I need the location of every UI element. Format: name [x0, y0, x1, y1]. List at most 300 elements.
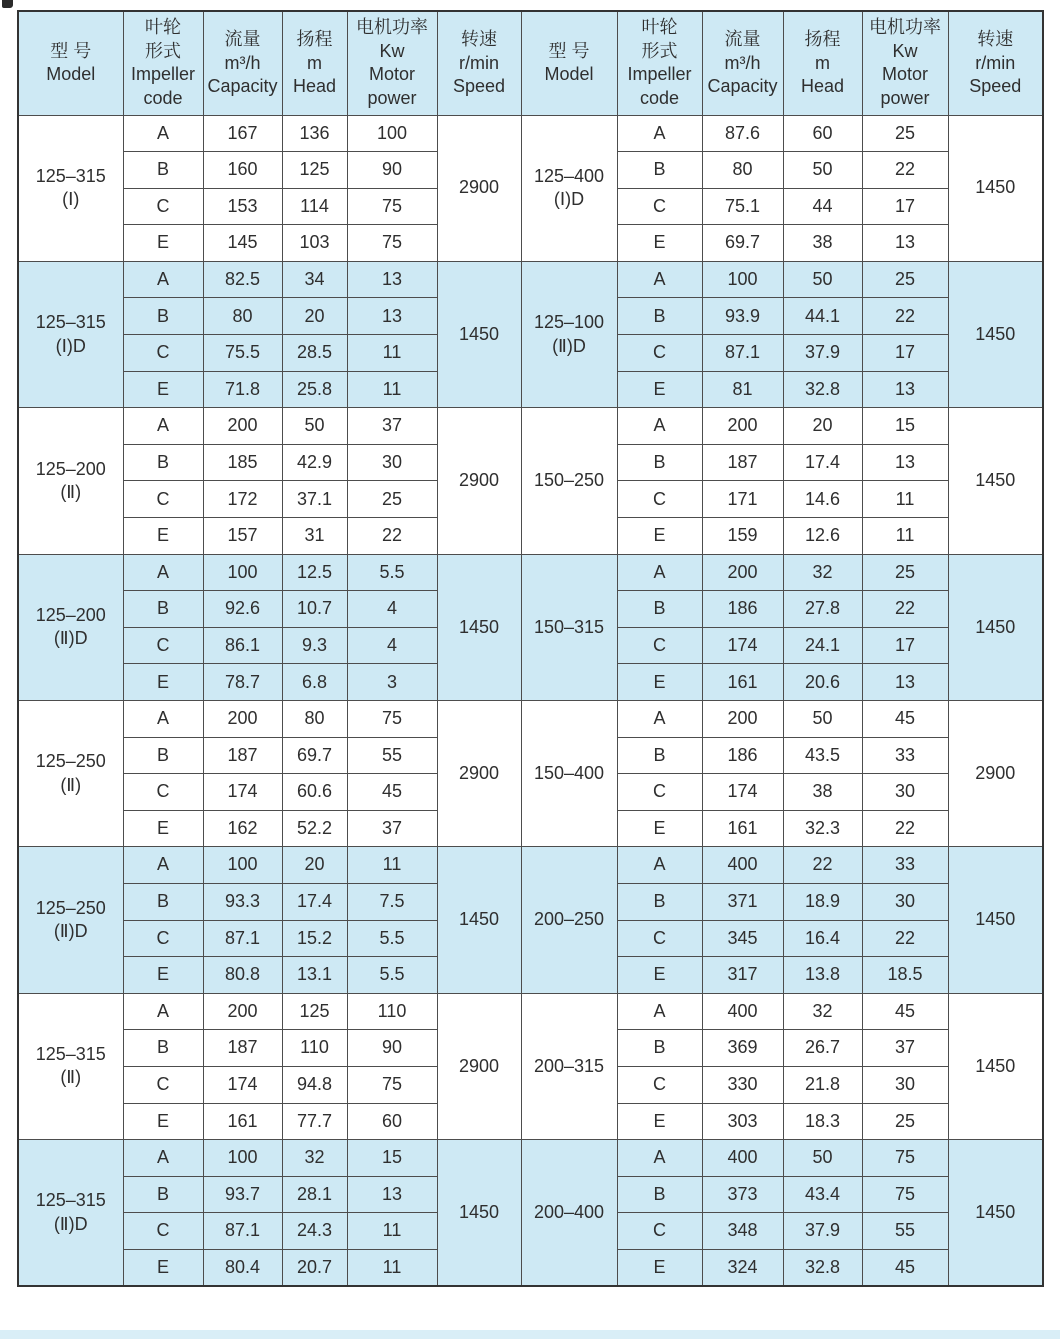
impeller-code-cell: E	[123, 810, 203, 847]
text-line: 125–400	[533, 165, 605, 186]
head-cell: 17.4	[783, 444, 862, 481]
impeller-code-cell: E	[617, 957, 702, 994]
head-cell: 50	[783, 1140, 862, 1177]
impeller-code-cell: B	[617, 1176, 702, 1213]
text-line: Motor	[368, 64, 415, 85]
text-line: 150–250	[533, 470, 605, 491]
capacity-cell: 80	[702, 152, 783, 189]
header-capacity-right	[702, 11, 783, 115]
impeller-code-cell: A	[123, 261, 203, 298]
power-cell: 11	[862, 518, 948, 555]
head-cell: 125	[282, 993, 347, 1030]
head-cell: 17.4	[282, 883, 347, 920]
head-cell: 32.8	[783, 371, 862, 408]
power-cell: 22	[862, 920, 948, 957]
power-cell: 22	[862, 591, 948, 628]
model-cell	[521, 408, 617, 554]
head-cell: 50	[282, 408, 347, 445]
capacity-cell: 371	[702, 883, 783, 920]
table-row	[18, 554, 1043, 591]
model-cell	[521, 554, 617, 700]
header-impeller-code-left	[123, 11, 203, 115]
capacity-cell: 80.8	[203, 957, 282, 994]
text-line: 200–250	[533, 909, 605, 930]
impeller-code-cell: B	[617, 444, 702, 481]
text-line: Capacity	[707, 75, 778, 96]
text-line: code	[639, 87, 680, 108]
head-cell: 16.4	[783, 920, 862, 957]
capacity-cell: 174	[203, 1066, 282, 1103]
impeller-code-cell: E	[123, 225, 203, 262]
head-cell: 20	[282, 847, 347, 884]
impeller-code-cell: B	[617, 298, 702, 335]
impeller-code-cell: C	[123, 920, 203, 957]
model-cell	[521, 261, 617, 407]
head-cell: 18.9	[783, 883, 862, 920]
power-cell: 37	[347, 408, 437, 445]
header-head-right	[783, 11, 862, 115]
speed-cell: 1450	[948, 261, 1043, 407]
table-row	[18, 261, 1043, 298]
text-line: 125–315	[35, 1190, 106, 1211]
capacity-cell: 87.1	[702, 335, 783, 372]
capacity-cell: 400	[702, 1140, 783, 1177]
capacity-cell: 69.7	[702, 225, 783, 262]
head-cell: 34	[282, 261, 347, 298]
impeller-code-cell: B	[123, 1030, 203, 1067]
header-speed-right	[948, 11, 1043, 115]
head-cell: 80	[282, 701, 347, 738]
model-cell	[521, 1140, 617, 1286]
capacity-cell: 171	[702, 481, 783, 518]
text-line: Model	[46, 64, 96, 85]
capacity-cell: 153	[203, 188, 282, 225]
impeller-code-cell: A	[617, 261, 702, 298]
text-line: (Ⅱ)D	[552, 335, 586, 356]
power-cell: 60	[347, 1103, 437, 1140]
text-line: 125–315	[35, 1044, 106, 1065]
impeller-code-cell: A	[123, 993, 203, 1030]
model-cell	[18, 408, 123, 554]
power-cell: 100	[347, 115, 437, 152]
speed-cell: 1450	[437, 554, 521, 700]
power-cell: 13	[862, 444, 948, 481]
head-cell: 14.6	[783, 481, 862, 518]
power-cell: 75	[347, 701, 437, 738]
text-line: Head	[800, 75, 845, 96]
power-cell: 45	[347, 774, 437, 811]
impeller-code-cell: C	[123, 481, 203, 518]
capacity-cell: 348	[702, 1213, 783, 1250]
impeller-code-cell: B	[123, 883, 203, 920]
capacity-cell: 200	[203, 408, 282, 445]
power-cell: 13	[347, 1176, 437, 1213]
text-line: 扬程	[804, 29, 841, 50]
text-line: (Ⅱ)D	[53, 628, 88, 649]
power-cell: 17	[862, 335, 948, 372]
table-row	[18, 115, 1043, 152]
model-cell	[521, 993, 617, 1139]
capacity-cell: 200	[203, 993, 282, 1030]
head-cell: 12.5	[282, 554, 347, 591]
header-impeller-code-right	[617, 11, 702, 115]
text-line: r/min	[975, 52, 1016, 73]
head-cell: 13.1	[282, 957, 347, 994]
capacity-cell: 71.8	[203, 371, 282, 408]
speed-cell: 2900	[437, 115, 521, 261]
table-row	[18, 701, 1043, 738]
capacity-cell: 100	[203, 847, 282, 884]
bottom-strip	[0, 1330, 1060, 1339]
head-cell: 32.8	[783, 1249, 862, 1286]
capacity-cell: 200	[203, 701, 282, 738]
power-cell: 11	[347, 847, 437, 884]
head-cell: 38	[783, 774, 862, 811]
impeller-code-cell: B	[617, 591, 702, 628]
head-cell: 27.8	[783, 591, 862, 628]
text-line: Model	[544, 64, 594, 85]
capacity-cell: 145	[203, 225, 282, 262]
power-cell: 110	[347, 993, 437, 1030]
head-cell: 43.5	[783, 737, 862, 774]
speed-cell: 2900	[437, 408, 521, 554]
impeller-code-cell: A	[123, 554, 203, 591]
power-cell: 5.5	[347, 554, 437, 591]
capacity-cell: 100	[203, 1140, 282, 1177]
power-cell: 5.5	[347, 920, 437, 957]
power-cell: 37	[347, 810, 437, 847]
capacity-cell: 200	[702, 701, 783, 738]
speed-cell: 1450	[437, 1140, 521, 1286]
capacity-cell: 174	[702, 627, 783, 664]
impeller-code-cell: A	[617, 847, 702, 884]
capacity-cell: 174	[702, 774, 783, 811]
power-cell: 22	[862, 152, 948, 189]
power-cell: 22	[862, 298, 948, 335]
text-line: Motor	[881, 64, 928, 85]
power-cell: 11	[347, 371, 437, 408]
power-cell: 11	[862, 481, 948, 518]
power-cell: 55	[347, 737, 437, 774]
power-cell: 75	[347, 225, 437, 262]
model-cell	[18, 115, 123, 261]
speed-cell: 1450	[437, 847, 521, 993]
power-cell: 30	[862, 883, 948, 920]
power-cell: 5.5	[347, 957, 437, 994]
head-cell: 125	[282, 152, 347, 189]
table-row	[18, 993, 1043, 1030]
header-speed-left	[437, 11, 521, 115]
capacity-cell: 100	[203, 554, 282, 591]
impeller-code-cell: C	[617, 1066, 702, 1103]
capacity-cell: 159	[702, 518, 783, 555]
text-line: (Ⅰ)D	[553, 189, 585, 210]
capacity-cell: 86.1	[203, 627, 282, 664]
impeller-code-cell: C	[617, 1213, 702, 1250]
impeller-code-cell: B	[617, 1030, 702, 1067]
impeller-code-cell: C	[617, 627, 702, 664]
text-line: (Ⅰ)D	[55, 335, 86, 356]
capacity-cell: 78.7	[203, 664, 282, 701]
speed-cell: 1450	[948, 408, 1043, 554]
power-cell: 11	[347, 335, 437, 372]
power-cell: 22	[862, 810, 948, 847]
head-cell: 24.3	[282, 1213, 347, 1250]
power-cell: 4	[347, 591, 437, 628]
capacity-cell: 93.3	[203, 883, 282, 920]
power-cell: 25	[862, 554, 948, 591]
head-cell: 25.8	[282, 371, 347, 408]
impeller-code-cell: C	[617, 188, 702, 225]
capacity-cell: 75.5	[203, 335, 282, 372]
impeller-code-cell: C	[617, 481, 702, 518]
impeller-code-cell: B	[123, 444, 203, 481]
head-cell: 37.1	[282, 481, 347, 518]
capacity-cell: 161	[203, 1103, 282, 1140]
header-row	[18, 11, 1043, 115]
head-cell: 32	[282, 1140, 347, 1177]
impeller-code-cell: E	[123, 957, 203, 994]
capacity-cell: 369	[702, 1030, 783, 1067]
power-cell: 30	[347, 444, 437, 481]
head-cell: 43.4	[783, 1176, 862, 1213]
impeller-code-cell: C	[123, 1066, 203, 1103]
power-cell: 15	[347, 1140, 437, 1177]
head-cell: 77.7	[282, 1103, 347, 1140]
impeller-code-cell: A	[123, 115, 203, 152]
head-cell: 50	[783, 152, 862, 189]
impeller-code-cell: E	[617, 518, 702, 555]
capacity-cell: 80	[203, 298, 282, 335]
text-line: 流量	[224, 29, 261, 50]
capacity-cell: 162	[203, 810, 282, 847]
capacity-cell: 186	[702, 591, 783, 628]
power-cell: 90	[347, 152, 437, 189]
power-cell: 22	[347, 518, 437, 555]
text-line: 转速	[977, 29, 1014, 50]
capacity-cell: 75.1	[702, 188, 783, 225]
power-cell: 45	[862, 701, 948, 738]
head-cell: 20	[783, 408, 862, 445]
impeller-code-cell: A	[617, 1140, 702, 1177]
power-cell: 30	[862, 1066, 948, 1103]
head-cell: 21.8	[783, 1066, 862, 1103]
impeller-code-cell: C	[617, 335, 702, 372]
text-line: 叶轮	[641, 17, 678, 38]
model-cell	[18, 1140, 123, 1286]
speed-cell: 1450	[948, 554, 1043, 700]
head-cell: 22	[783, 847, 862, 884]
capacity-cell: 317	[702, 957, 783, 994]
impeller-code-cell: E	[617, 810, 702, 847]
power-cell: 25	[862, 115, 948, 152]
head-cell: 26.7	[783, 1030, 862, 1067]
text-line: 叶轮	[145, 17, 181, 38]
impeller-code-cell: C	[617, 920, 702, 957]
head-cell: 15.2	[282, 920, 347, 957]
power-cell: 25	[347, 481, 437, 518]
text-line: (Ⅱ)D	[53, 1213, 88, 1234]
impeller-code-cell: C	[123, 188, 203, 225]
impeller-code-cell: E	[123, 371, 203, 408]
text-line: 125–200	[35, 458, 106, 479]
power-cell: 11	[347, 1249, 437, 1286]
head-cell: 69.7	[282, 737, 347, 774]
impeller-code-cell: C	[617, 774, 702, 811]
text-line: (Ⅱ)	[60, 1067, 82, 1088]
speed-cell: 1450	[948, 1140, 1043, 1286]
text-line: Speed	[452, 75, 506, 96]
impeller-code-cell: A	[123, 1140, 203, 1177]
head-cell: 50	[783, 261, 862, 298]
capacity-cell: 174	[203, 774, 282, 811]
power-cell: 11	[347, 1213, 437, 1250]
power-cell: 13	[862, 664, 948, 701]
head-cell: 50	[783, 701, 862, 738]
impeller-code-cell: E	[617, 664, 702, 701]
head-cell: 94.8	[282, 1066, 347, 1103]
header-motor-power-right	[862, 11, 948, 115]
text-line: Kw	[379, 40, 405, 61]
text-line: 电机功率	[356, 17, 428, 38]
text-line: 型 号	[548, 40, 590, 61]
head-cell: 38	[783, 225, 862, 262]
text-line: 125–250	[35, 897, 106, 918]
text-line: 流量	[724, 29, 761, 50]
impeller-code-cell: C	[123, 627, 203, 664]
power-cell: 13	[347, 261, 437, 298]
head-cell: 18.3	[783, 1103, 862, 1140]
head-cell: 31	[282, 518, 347, 555]
impeller-code-cell: A	[123, 701, 203, 738]
power-cell: 75	[862, 1140, 948, 1177]
head-cell: 44	[783, 188, 862, 225]
head-cell: 37.9	[783, 1213, 862, 1250]
text-line: (Ⅱ)	[60, 774, 82, 795]
impeller-code-cell: E	[617, 225, 702, 262]
speed-cell: 2900	[437, 993, 521, 1139]
capacity-cell: 400	[702, 993, 783, 1030]
capacity-cell: 185	[203, 444, 282, 481]
capacity-cell: 200	[702, 408, 783, 445]
capacity-cell: 303	[702, 1103, 783, 1140]
impeller-code-cell: A	[617, 554, 702, 591]
capacity-cell: 161	[702, 810, 783, 847]
head-cell: 60	[783, 115, 862, 152]
power-cell: 3	[347, 664, 437, 701]
power-cell: 18.5	[862, 957, 948, 994]
capacity-cell: 93.9	[702, 298, 783, 335]
text-line: 电机功率	[869, 17, 941, 38]
capacity-cell: 157	[203, 518, 282, 555]
header-model-left	[18, 11, 123, 115]
impeller-code-cell: A	[617, 701, 702, 738]
head-cell: 44.1	[783, 298, 862, 335]
capacity-cell: 172	[203, 481, 282, 518]
speed-cell: 1450	[948, 993, 1043, 1139]
impeller-code-cell: A	[617, 408, 702, 445]
text-line: Impeller	[627, 64, 692, 85]
model-cell	[521, 701, 617, 847]
head-cell: 52.2	[282, 810, 347, 847]
text-line: (Ⅰ)	[62, 189, 80, 210]
head-cell: 13.8	[783, 957, 862, 994]
text-line: 150–400	[533, 762, 605, 783]
table-header	[18, 11, 1043, 115]
head-cell: 20.6	[783, 664, 862, 701]
impeller-code-cell: E	[617, 371, 702, 408]
impeller-code-cell: B	[123, 298, 203, 335]
text-line: 200–315	[533, 1055, 605, 1076]
text-line: power	[880, 87, 930, 108]
model-cell	[18, 261, 123, 407]
text-line: Head	[292, 75, 337, 96]
table-row	[18, 1140, 1043, 1177]
capacity-cell: 100	[702, 261, 783, 298]
speed-cell: 1450	[948, 847, 1043, 993]
text-line: Impeller	[130, 64, 196, 85]
head-cell: 6.8	[282, 664, 347, 701]
impeller-code-cell: E	[123, 1103, 203, 1140]
capacity-cell: 87.1	[203, 1213, 282, 1250]
head-cell: 110	[282, 1030, 347, 1067]
power-cell: 33	[862, 847, 948, 884]
text-line: 200–400	[533, 1201, 605, 1222]
capacity-cell: 161	[702, 664, 783, 701]
capacity-cell: 373	[702, 1176, 783, 1213]
text-line: m	[307, 52, 322, 73]
impeller-code-cell: B	[123, 591, 203, 628]
head-cell: 20	[282, 298, 347, 335]
pump-spec-table	[17, 10, 1044, 1287]
power-cell: 30	[862, 774, 948, 811]
impeller-code-cell: B	[617, 883, 702, 920]
power-cell: 55	[862, 1213, 948, 1250]
power-cell: 25	[862, 1103, 948, 1140]
capacity-cell: 167	[203, 115, 282, 152]
header-head-left	[282, 11, 347, 115]
capacity-cell: 400	[702, 847, 783, 884]
text-line: 型 号	[50, 40, 92, 61]
speed-cell: 2900	[437, 701, 521, 847]
impeller-code-cell: E	[617, 1103, 702, 1140]
impeller-code-cell: A	[123, 847, 203, 884]
power-cell: 75	[347, 1066, 437, 1103]
power-cell: 45	[862, 1249, 948, 1286]
text-line: 150–315	[533, 616, 605, 637]
speed-cell: 2900	[948, 701, 1043, 847]
power-cell: 90	[347, 1030, 437, 1067]
text-line: 形式	[641, 40, 678, 61]
head-cell: 28.1	[282, 1176, 347, 1213]
model-cell	[18, 847, 123, 993]
text-line: 形式	[145, 40, 181, 61]
head-cell: 28.5	[282, 335, 347, 372]
head-cell: 24.1	[783, 627, 862, 664]
speed-cell: 1450	[437, 261, 521, 407]
capacity-cell: 187	[203, 737, 282, 774]
power-cell: 37	[862, 1030, 948, 1067]
text-line: (Ⅱ)D	[53, 921, 88, 942]
table-row	[18, 408, 1043, 445]
head-cell: 60.6	[282, 774, 347, 811]
capacity-cell: 186	[702, 737, 783, 774]
capacity-cell: 81	[702, 371, 783, 408]
capacity-cell: 92.6	[203, 591, 282, 628]
text-line: m	[815, 52, 830, 73]
text-line: (Ⅱ)	[60, 481, 82, 502]
power-cell: 17	[862, 627, 948, 664]
